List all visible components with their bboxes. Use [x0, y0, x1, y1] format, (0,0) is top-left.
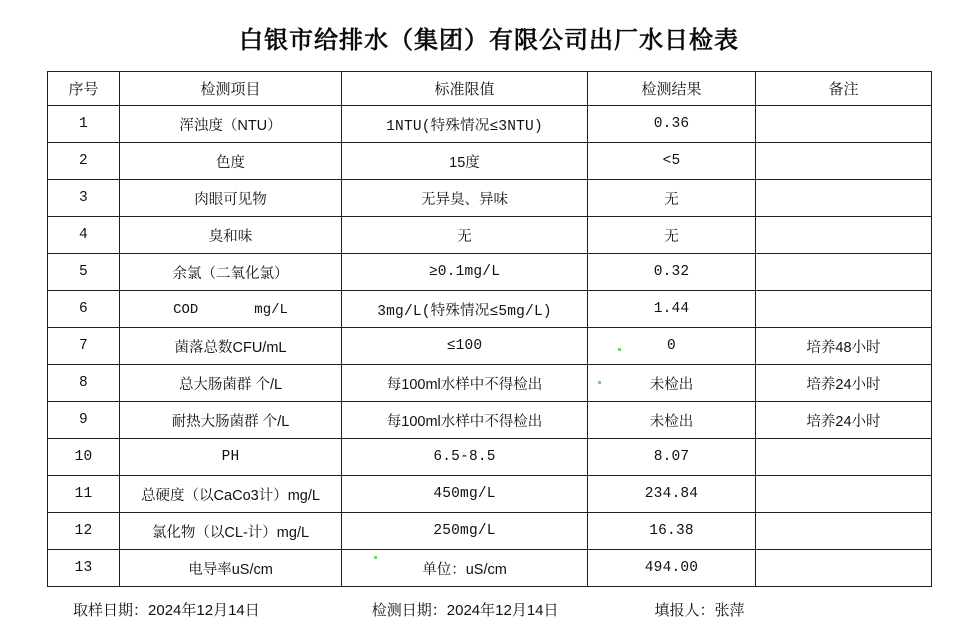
table-row — [48, 476, 932, 513]
cell-limit: 每100ml水样中不得检出 — [342, 402, 588, 439]
cell-no: 2 — [48, 143, 120, 180]
cell-item: 余氯（二氧化氯） — [120, 254, 342, 291]
cell-item: PH — [120, 439, 342, 476]
column-header-no: 序号 — [48, 72, 120, 106]
cell-item: 浑浊度（NTU） — [120, 106, 342, 143]
cell-limit: 3mg/L(特殊情况≤5mg/L) — [342, 291, 588, 328]
cell-no: 8 — [48, 365, 120, 402]
cell-limit: 单位：uS/cm — [342, 550, 588, 587]
cell-result: 未检出 — [588, 365, 756, 402]
cell-limit: 无异臭、异味 — [342, 180, 588, 217]
cell-result: 16.38 — [588, 513, 756, 550]
column-header-remark: 备注 — [756, 72, 932, 106]
test-date-label: 检测日期： — [371, 602, 447, 619]
table-row — [48, 180, 932, 217]
cell-limit: 15度 — [342, 143, 588, 180]
table-header-row — [48, 72, 932, 106]
cell-result: 0 — [588, 328, 756, 365]
table-row — [48, 328, 932, 365]
daily-water-test-table — [47, 71, 932, 587]
cell-result: 1.44 — [588, 291, 756, 328]
scan-guide-mark — [374, 556, 377, 559]
cell-limit: 250mg/L — [342, 513, 588, 550]
cell-no: 9 — [48, 402, 120, 439]
cell-item: 臭和味 — [120, 217, 342, 254]
cell-result: 未检出 — [588, 402, 756, 439]
cell-remark — [756, 513, 932, 550]
cell-item: 电导率uS/cm — [120, 550, 342, 587]
column-header-limit: 标准限值 — [342, 72, 588, 106]
report-table-wrap — [47, 71, 931, 587]
table-row — [48, 550, 932, 587]
table-row — [48, 106, 932, 143]
cell-no: 6 — [48, 291, 120, 328]
cell-item-name: COD — [173, 301, 199, 318]
table-row — [48, 254, 932, 291]
cell-result: 无 — [588, 180, 756, 217]
cell-no: 12 — [48, 513, 120, 550]
column-header-item: 检测项目 — [120, 72, 342, 106]
filler-value: 张萍 — [714, 602, 745, 619]
scan-guide-mark — [618, 348, 621, 351]
cell-no: 5 — [48, 254, 120, 291]
cell-limit: 每100ml水样中不得检出 — [342, 365, 588, 402]
table-row — [48, 291, 932, 328]
cell-item-unit: mg/L — [254, 301, 288, 318]
table-row — [48, 365, 932, 402]
cell-item: 菌落总数CFU/mL — [120, 328, 342, 365]
cell-remark: 培养48小时 — [756, 328, 932, 365]
cell-remark — [756, 106, 932, 143]
cell-remark — [756, 439, 932, 476]
cell-remark — [756, 550, 932, 587]
table-row — [48, 217, 932, 254]
table-row — [48, 439, 932, 476]
cell-result: 494.00 — [588, 550, 756, 587]
cell-item: 氯化物（以CL-计）mg/L — [120, 513, 342, 550]
sample-date-label: 取样日期： — [73, 602, 149, 619]
cell-limit: 无 — [342, 217, 588, 254]
cell-no: 10 — [48, 439, 120, 476]
cell-item: 总硬度（以CaCo3计）mg/L — [120, 476, 342, 513]
cell-limit: 1NTU(特殊情况≤3NTU) — [342, 106, 588, 143]
page-title: 白银市给排水（集团）有限公司出厂水日检表 — [239, 27, 739, 54]
cell-result: 234.84 — [588, 476, 756, 513]
cell-no: 11 — [48, 476, 120, 513]
cell-no: 1 — [48, 106, 120, 143]
cell-remark: 培养24小时 — [756, 365, 932, 402]
cell-result: 0.32 — [588, 254, 756, 291]
cell-no: 13 — [48, 550, 120, 587]
column-header-result: 检测结果 — [588, 72, 756, 106]
cell-item: 耐热大肠菌群 个/L — [120, 402, 342, 439]
cell-limit: ≤100 — [342, 328, 588, 365]
cell-remark: 培养24小时 — [756, 402, 932, 439]
cell-remark — [756, 217, 932, 254]
cell-remark — [756, 291, 932, 328]
cell-remark — [756, 254, 932, 291]
table-row — [48, 143, 932, 180]
cell-item: 总大肠菌群 个/L — [120, 365, 342, 402]
cell-result: 8.07 — [588, 439, 756, 476]
cell-remark — [756, 143, 932, 180]
cell-limit: 6.5-8.5 — [342, 439, 588, 476]
cell-remark — [756, 180, 932, 217]
cell-no: 4 — [48, 217, 120, 254]
cell-limit: ≥0.1mg/L — [342, 254, 588, 291]
table-row — [48, 402, 932, 439]
table-row — [48, 513, 932, 550]
filler-label: 填报人： — [654, 602, 715, 619]
cell-no: 7 — [48, 328, 120, 365]
cell-remark — [756, 476, 932, 513]
test-date-value: 2024年12月14日 — [446, 602, 559, 619]
cell-result: 无 — [588, 217, 756, 254]
cell-result: <5 — [588, 143, 756, 180]
cell-item: 色度 — [120, 143, 342, 180]
scan-guide-mark — [598, 381, 601, 384]
report-footer — [47, 587, 931, 620]
sample-date-value: 2024年12月14日 — [148, 602, 260, 619]
cell-item: 肉眼可见物 — [120, 180, 342, 217]
cell-result: 0.36 — [588, 106, 756, 143]
cell-item — [120, 291, 342, 328]
cell-limit: 450mg/L — [342, 476, 588, 513]
cell-no: 3 — [48, 180, 120, 217]
